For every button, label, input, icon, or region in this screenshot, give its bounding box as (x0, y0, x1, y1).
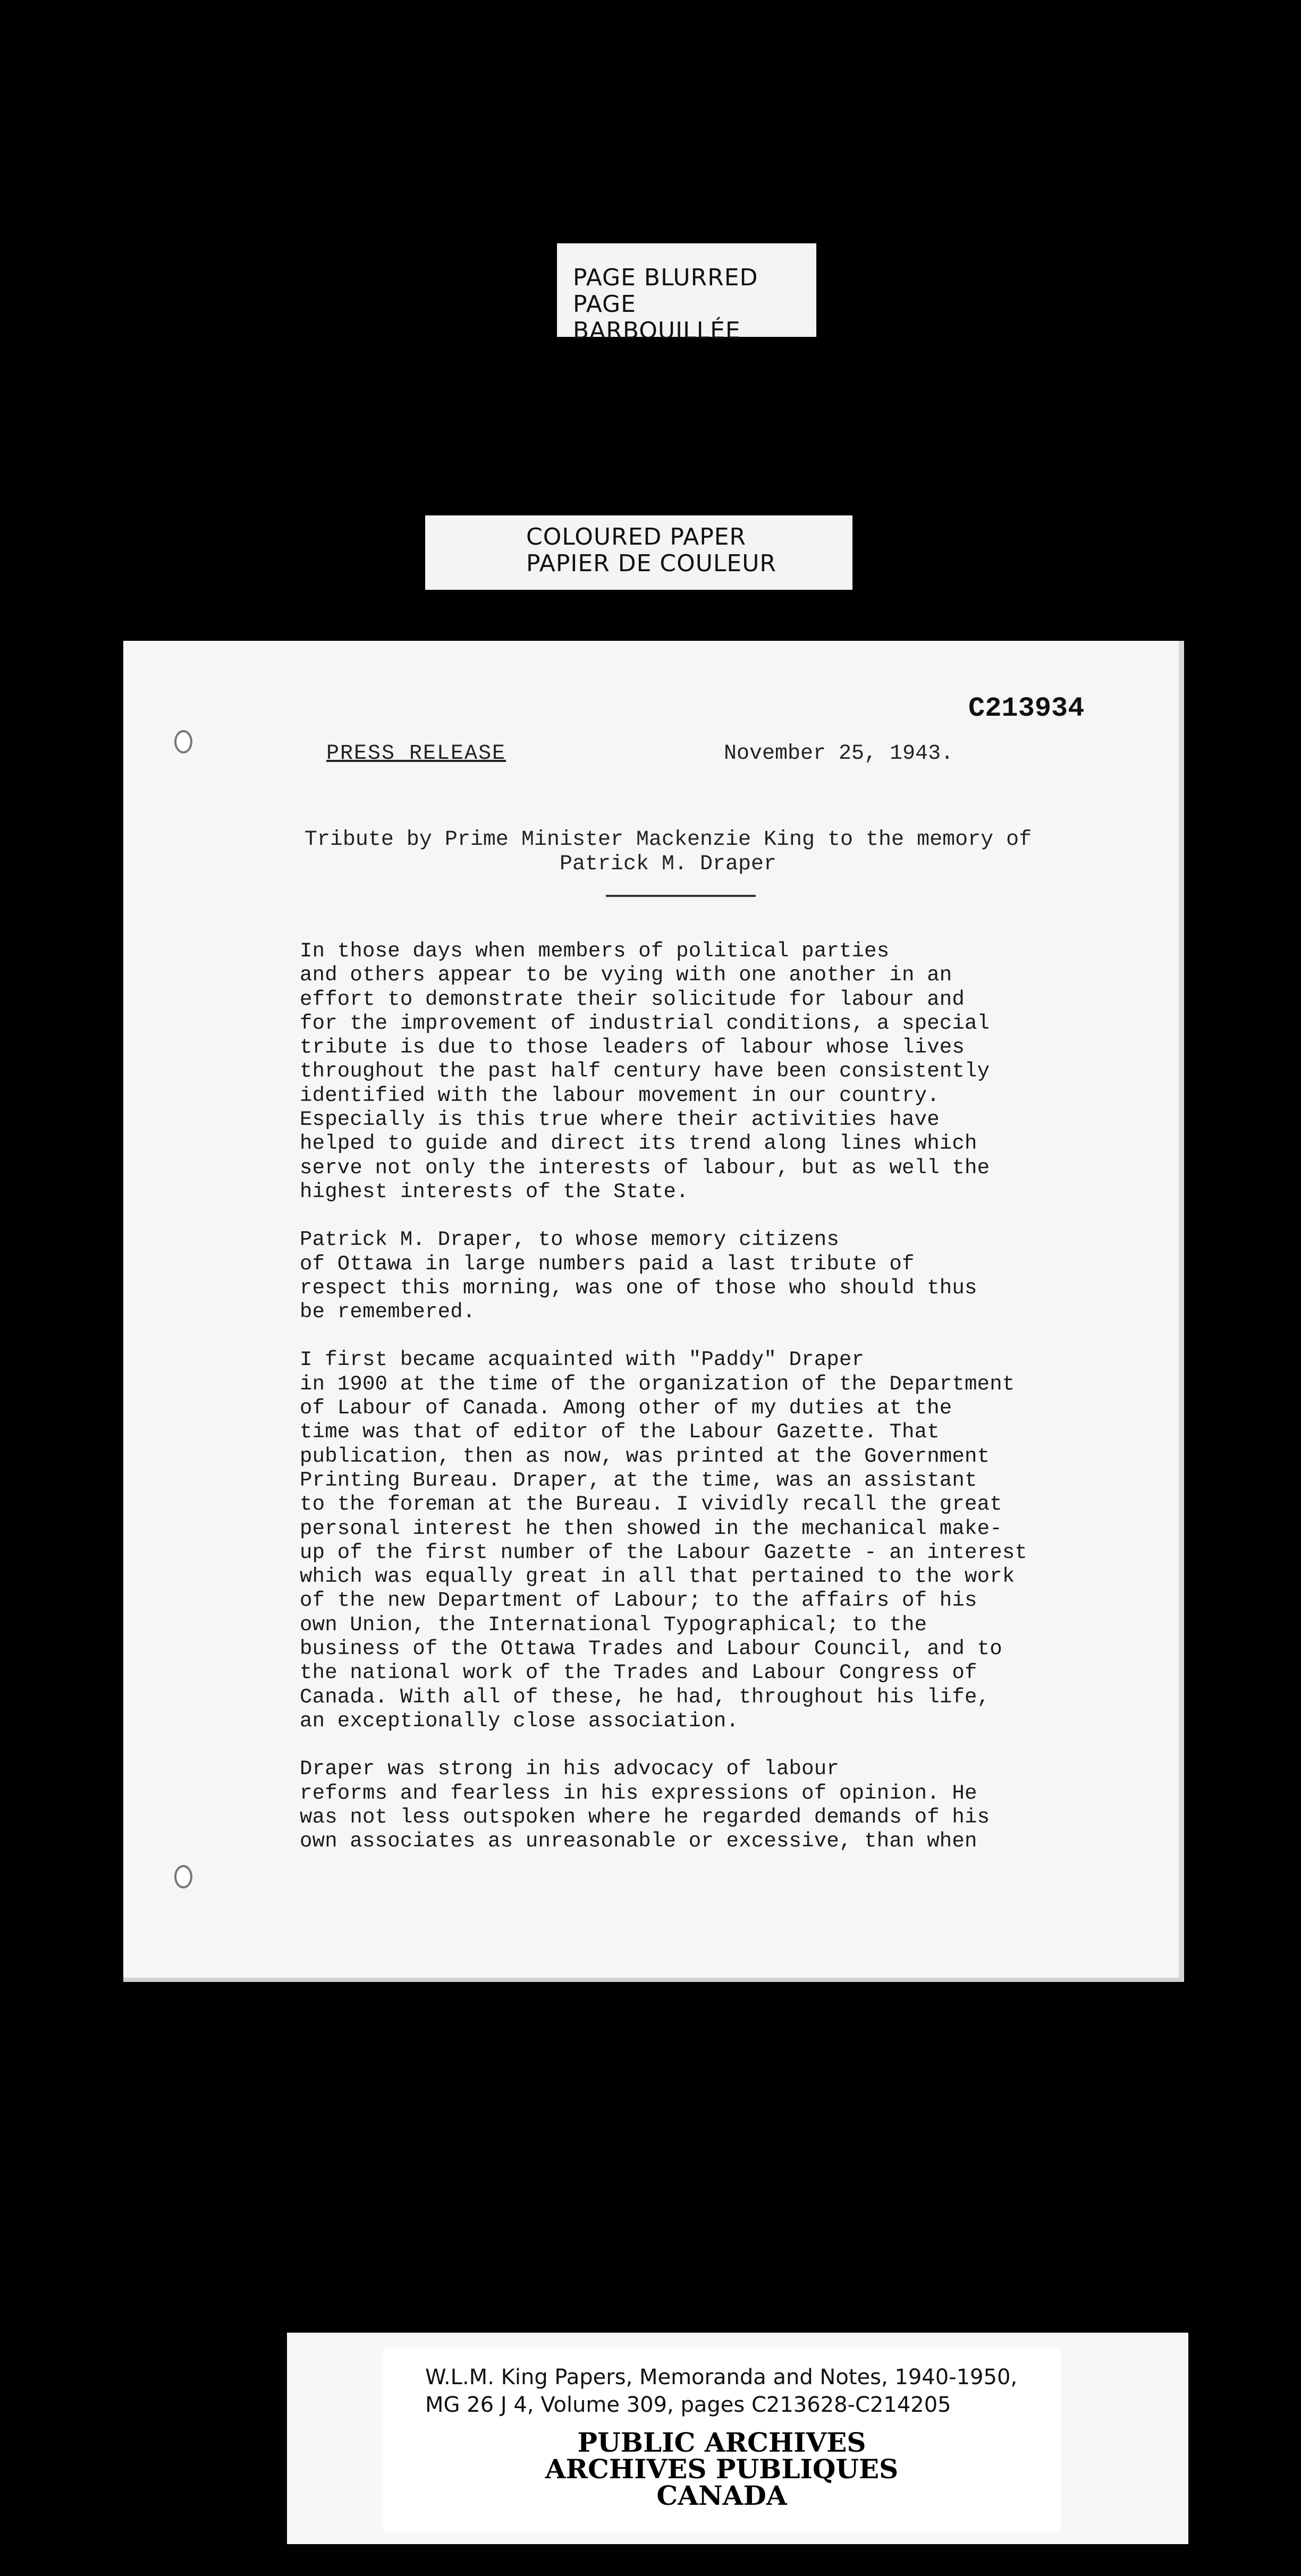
page-blurred-en: PAGE BLURRED (573, 264, 758, 291)
archive-name-fr: ARCHIVES PUBLIQUES (545, 2453, 899, 2485)
page-blurred-fr: PAGE BARBOUILLÉE (573, 291, 741, 344)
coloured-paper-label (425, 515, 852, 590)
release-date: November 25, 1943. (724, 742, 954, 766)
tribute-title (283, 828, 1053, 877)
body-paragraph: Draper was strong in his advocacy of labour reforms and fearless in his expressions of opinion. He was not less outspoken where he regarded demands of his own associates as unreasonable or excessive, than when (300, 1757, 990, 1853)
citation-line: MG 26 J 4, Volume 309, pages C213628-C214205 (425, 2393, 951, 2417)
title-divider (606, 895, 756, 897)
body-paragraph: In those days when members of political parties and others appear to be vying with one another in an effort to demonstrate their solicitude for labour and for the improvement of industrial conditions, a special tribute is due to those leaders of labour whose lives throughout the past half century have been consistently identified with the labour movement in our country. Especially is this true where their activities have helped to guide and direct its trend along lines which serve not only the interests of labour, but as well the highest interests of the State. (300, 939, 990, 1204)
document-body (300, 939, 1246, 1877)
archive-label (383, 2349, 1061, 2531)
body-paragraph: I first became acquainted with "Paddy" Draper in 1900 at the time of the organization of the Department of Labour of Canada. Among other of my duties at the time was that of editor of the Labour Gazette. That publication, then as now, was printed at the Government Printing Bureau. Draper, at the time, was an assistant to the foreman at the Bureau. I vividly recall the great personal interest he then showed in the mechanical make- up of the first number of the Labour Gazette - an interest which was equally great in all that pertained to the work of the new Department of Labour; to the affairs of his own Union, the International Typographical; to the business of the Ottawa Trades and Labour Council, and to the national work of the Trades and Labour Congress of Canada. With all of these, he had, throughout his life, an exceptionally close association. (300, 1348, 1028, 1733)
coloured-paper-fr: PAPIER DE COULEUR (526, 550, 777, 577)
document-number: C213934 (968, 693, 1085, 724)
punch-hole-icon (174, 1865, 192, 1888)
document-page (123, 641, 1184, 1982)
tribute-title-line: Patrick M. Draper (559, 852, 777, 876)
archive-reference-card (287, 2333, 1188, 2544)
press-release-heading: PRESS RELEASE (326, 742, 506, 766)
archive-country: CANADA (656, 2480, 787, 2511)
body-paragraph: Patrick M. Draper, to whose memory citizens of Ottawa in large numbers paid a last tribute of respect this morning, was one of those who should thus be remembered. (300, 1228, 977, 1324)
page-blurred-label (557, 243, 816, 344)
tribute-title-line: Tribute by Prime Minister Mackenzie King to the memory of (304, 828, 1032, 852)
archive-citation (425, 2363, 1017, 2419)
punch-hole-icon (174, 730, 192, 753)
archive-name-en: PUBLIC ARCHIVES (577, 2427, 866, 2458)
coloured-paper-en: COLOURED PAPER (526, 523, 747, 550)
citation-line: W.L.M. King Papers, Memoranda and Notes, 1940-1950, (425, 2365, 1018, 2389)
archive-name (383, 2429, 1061, 2509)
